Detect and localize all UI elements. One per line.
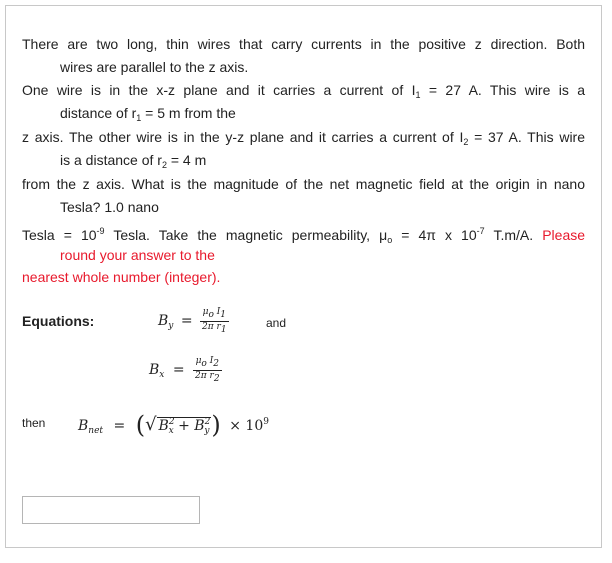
and-label: and [266,316,287,330]
equations-label: Equations: [22,313,95,329]
question-line-2: wires are parallel to the z axis. [60,59,249,75]
answer-input[interactable] [22,496,200,524]
then-label: then [22,416,46,430]
question-line-4: distance of $r_1 = 5$ m from the [60,105,236,123]
question-line-6: is a distance of $r_2 = 4$ m [60,152,207,170]
question-line-9: Tesla = $10^{-9}$ Tesla. Take the magnetic permeability, $\mu_o = 4\pi$ x $10^{-7}$ T.m/A. Please [22,226,586,245]
question-line-8: Tesla? 1.0 nano [60,199,159,215]
sqrt-body: $B^2_x + B^2_y$ [158,417,211,436]
question-line-10: round your answer to the [60,247,215,263]
equation-bnet: $B_{net}$ = (√ $B^2_x + B^2_y) \times 10^9$ [78,411,269,439]
equation-bx: $B_x$ = $\frac{\text{μo I2}}{\text{2π r2}}$ [149,355,220,384]
fraction-by: $\frac{\text{μo I1}}{\text{2π r1}}$ [202,306,227,335]
question-line-11: nearest whole number (integer). [22,269,221,285]
question-line-3: One wire is in the x-z plane and it carries a current of $I_1 = 27$ A. This wire is a [22,82,585,100]
question-line-1: There are two long, thin wires that carry currents in the positive z direction. Both [22,36,585,52]
question-line-7: from the z axis. What is the magnitude of the net magnetic field at the origin in nano [22,176,585,192]
equation-by: $B_y$ = $\frac{\text{μo I1}}{\text{2π r1}}$ [158,306,227,335]
question-line-5: z axis. The other wire is in the y-z plane and it carries a current of $I_2 = 37$ A. This wire [22,129,585,147]
fraction-bx: $\frac{\text{μo I2}}{\text{2π r2}}$ [195,355,220,384]
